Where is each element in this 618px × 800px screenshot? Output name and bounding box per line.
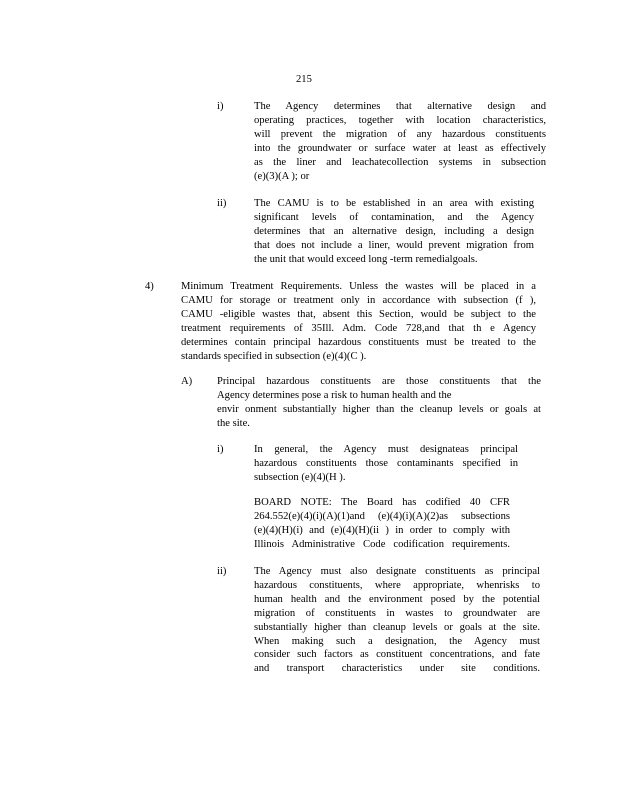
list-marker: i) (217, 101, 224, 112)
text-line: Agency determines pose a risk to human health and the (217, 389, 452, 401)
text-line: operating practices, together with location characteristics, (254, 114, 546, 126)
text-line: The Agency determines that alternative design and (254, 101, 546, 112)
text-line: Illinois Administrative Code codification requirements. (254, 538, 510, 550)
text-line: standards specified in subsection (e)(4)(C ). (181, 350, 367, 362)
text-line: the unit that would exceed long -term remedialgoals. (254, 253, 478, 265)
text-line: (e)(4)(H)(i) and (e)(4)(H)(ii ) in order to comply with (254, 524, 510, 536)
text-line: envir onment substantially higher than the cleanup levels or goals at (217, 403, 541, 415)
text-line: and transport characteristics under site conditions. (254, 663, 540, 675)
text-line: into the groundwater or surface water at least as effectively (254, 142, 546, 154)
text-line: In general, the Agency must designateas principal (254, 444, 518, 455)
text-line: hazardous constituents, where appropriate, whenrisks to (254, 579, 540, 591)
text-line: will prevent the migration of any hazardous constituents (254, 128, 546, 140)
text-line: determines contain principal hazardous constituents must be treated to the (181, 336, 536, 348)
text-line: human health and the environment posed by the potential (254, 593, 540, 605)
text-line: Principal hazardous constituents are those constituents that the (217, 376, 541, 387)
text-line: subsection (e)(4)(H ). (254, 471, 346, 483)
text-line: CAMU for storage or treatment only in accordance with subsection (f ), (181, 294, 536, 306)
page-number: 215 (296, 74, 312, 85)
text-line: substantially higher than cleanup levels or goals at the site. (254, 621, 540, 633)
list-marker: ii) (217, 198, 227, 209)
list-marker: ii) (217, 566, 227, 577)
list-marker: A) (181, 376, 193, 387)
list-marker: 4) (145, 281, 154, 292)
text-line: consider such factors as constituent concentrations, and fate (254, 649, 540, 661)
text-line: Minimum Treatment Requirements. Unless the wastes will be placed in a (181, 281, 536, 292)
text-line: as the liner and leachatecollection systems in subsection (254, 156, 546, 168)
text-line: the site. (217, 417, 250, 429)
text-line: 264.552(e)(4)(i)(A)(1)and (e)(4)(i)(A)(2)as subsections (254, 510, 510, 522)
text-line: migration of constituents in wastes to groundwater are (254, 607, 540, 619)
paragraph-item-i (254, 100, 546, 183)
text-line: BOARD NOTE: The Board has codified 40 CFR (254, 497, 510, 508)
text-line: CAMU -eligible wastes that, absent this Section, would be subject to the (181, 308, 536, 320)
text-line: The CAMU is to be established in an area with existing (254, 198, 534, 209)
text-line: The Agency must also designate constituents as principal (254, 566, 540, 577)
text-line: treatment requirements of 35Ill. Adm. Code 728,and that th e Agency (181, 322, 536, 334)
paragraph-item-A-i (254, 443, 518, 485)
list-marker: i) (217, 444, 224, 455)
paragraph-item-A (217, 375, 541, 431)
paragraph-item-ii (254, 197, 534, 267)
text-line: determines that an alternative design, including a design (254, 225, 534, 237)
text-line: When making such a designation, the Agency must (254, 635, 540, 647)
paragraph-item-A-ii (254, 565, 540, 676)
board-note (254, 496, 510, 552)
text-line: hazardous constituents those contaminants specified in (254, 457, 518, 469)
text-line: significant levels of contamination, and the Agency (254, 211, 534, 223)
text-line: that does not include a liner, would prevent migration from (254, 239, 534, 251)
text-line: (e)(3)(A ); or (254, 170, 310, 182)
paragraph-item-4 (181, 280, 536, 363)
